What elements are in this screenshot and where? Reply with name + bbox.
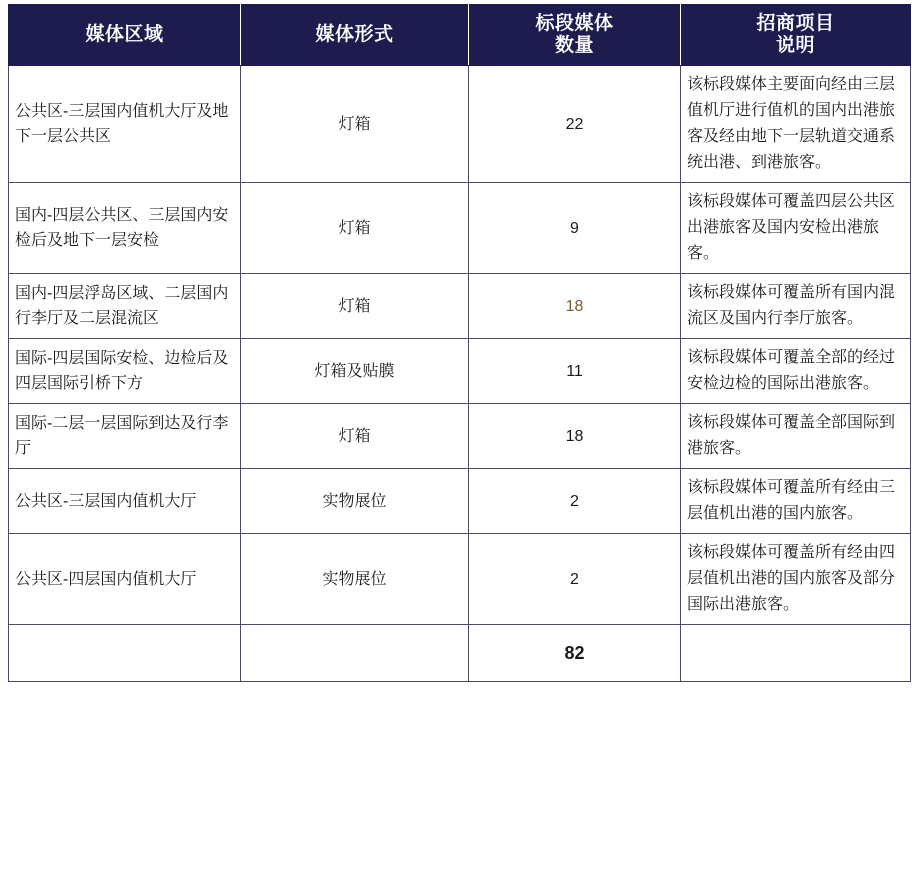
table-total-row [9,625,911,682]
column-header-project-desc [681,5,911,66]
column-header-media-count-line1: 标段媒体 [535,13,614,34]
cell-media-area: 国内-四层公共区、三层国内安检后及地下一层安检 [9,183,241,274]
cell-media-form: 实物展位 [241,534,469,625]
cell-media-count: 18 [469,274,681,339]
cell-media-form: 灯箱 [241,66,469,183]
cell-project-desc: 该标段媒体可覆盖全部的经过安检边检的国际出港旅客。 [681,339,911,404]
cell-media-area: 公共区-三层国内值机大厅 [9,469,241,534]
media-inventory-table [8,4,911,682]
cell-project-desc: 该标段媒体可覆盖全部国际到港旅客。 [681,404,911,469]
table-row [9,183,911,274]
cell-project-desc: 该标段媒体主要面向经由三层值机厅进行值机的国内出港旅客及经由地下一层轨道交通系统出港、到港旅客。 [681,66,911,183]
cell-media-count: 11 [469,339,681,404]
cell-media-count: 18 [469,404,681,469]
cell-media-form: 灯箱 [241,183,469,274]
cell-project-desc: 该标段媒体可覆盖所有经由四层值机出港的国内旅客及部分国际出港旅客。 [681,534,911,625]
table-row [9,404,911,469]
cell-media-area: 国内-四层浮岛区域、二层国内行李厅及二层混流区 [9,274,241,339]
cell-media-count: 9 [469,183,681,274]
cell-media-count: 22 [469,66,681,183]
cell-media-area: 公共区-三层国内值机大厅及地下一层公共区 [9,66,241,183]
cell-media-form: 灯箱 [241,404,469,469]
column-header-media-area [9,5,241,66]
table-row [9,66,911,183]
cell-media-form: 实物展位 [241,469,469,534]
cell-total-area [9,625,241,682]
table-header-row [9,5,911,66]
cell-media-form: 灯箱 [241,274,469,339]
table-row [9,339,911,404]
table-row [9,534,911,625]
column-header-media-area-line1: 媒体区域 [85,24,164,45]
column-header-media-form [241,5,469,66]
cell-project-desc: 该标段媒体可覆盖所有经由三层值机出港的国内旅客。 [681,469,911,534]
column-header-media-form-line1: 媒体形式 [315,24,394,45]
table-row [9,469,911,534]
column-header-media-count-line2: 数量 [554,35,594,56]
column-header-project-desc-line1: 招商项目 [756,13,835,34]
cell-project-desc: 该标段媒体可覆盖所有国内混流区及国内行李厅旅客。 [681,274,911,339]
cell-project-desc: 该标段媒体可覆盖四层公共区出港旅客及国内安检出港旅客。 [681,183,911,274]
table-row [9,274,911,339]
cell-media-area: 公共区-四层国内值机大厅 [9,534,241,625]
table-header [9,5,911,66]
cell-total-desc [681,625,911,682]
cell-media-area: 国际-四层国际安检、边检后及四层国际引桥下方 [9,339,241,404]
cell-media-area: 国际-二层一层国际到达及行李厅 [9,404,241,469]
cell-media-form: 灯箱及贴膜 [241,339,469,404]
cell-media-count: 2 [469,469,681,534]
table-body [9,66,911,682]
cell-media-count: 2 [469,534,681,625]
column-header-media-count [469,5,681,66]
column-header-project-desc-line2: 说明 [775,35,815,56]
cell-total-count: 82 [469,625,681,682]
cell-total-form [241,625,469,682]
